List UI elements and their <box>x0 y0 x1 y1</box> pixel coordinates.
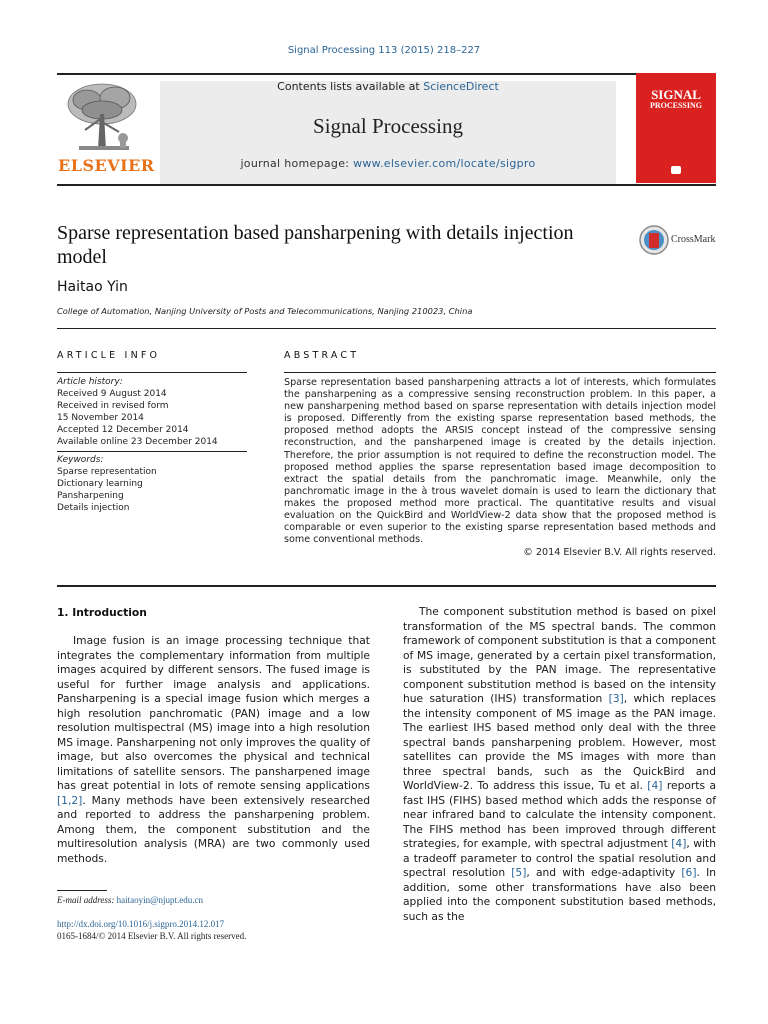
keyword-item[interactable]: Sparse representation <box>57 466 157 477</box>
text-segment: , which replaces the intensity component of MS image as the PAN image. The earliest IHS based method only deal with the three spectral bands pansharpening problem. However, most satellites can provide the MS images with more than three spectral bands, such as the QuickBird and WorldView-2. To address this issue, Tu et al. <box>403 692 716 792</box>
front-matter-rule <box>57 585 716 587</box>
article-history <box>57 377 247 448</box>
text-segment: . Many methods have been extensively researched and reported to address the pansharpening problem. Among them, the component substitution and the multiresolution analysis (MRA) are two commonly used methods. <box>57 793 370 865</box>
contents-line <box>160 80 616 93</box>
history-label: Article history: <box>57 377 123 387</box>
doi-link[interactable]: http://dx.doi.org/10.1016/j.sigpro.2014.12.017 <box>57 919 225 929</box>
citation-link[interactable]: [4] <box>647 779 663 792</box>
footnote-rule <box>57 890 107 891</box>
article-info-heading: ARTICLE INFO <box>57 350 161 361</box>
intro-paragraph-2 <box>403 605 716 924</box>
contents-prefix: Contents lists available at <box>277 80 424 93</box>
cover-title-line-2: PROCESSING <box>649 101 702 110</box>
text-segment: , with a tradeoff parameter to control the spatial resolution and spectral resolution <box>403 837 716 879</box>
title-block-rule <box>57 328 716 329</box>
cover-title <box>636 88 716 110</box>
publisher-wordmark: ELSEVIER <box>58 156 155 175</box>
abstract-heading: ABSTRACT <box>284 350 360 361</box>
abstract-rule <box>284 372 716 373</box>
abstract-copyright: © 2014 Elsevier B.V. All rights reserved. <box>523 547 716 558</box>
cover-title-line-1: SIGNAL <box>651 87 701 102</box>
header-top-rule <box>57 73 716 75</box>
body-column-right <box>403 605 716 924</box>
keywords-rule <box>57 451 247 452</box>
text-segment: . In addition, some other transformations have also been applied into the component substitution based methods, such as the <box>403 866 716 923</box>
homepage-line <box>160 157 616 170</box>
keywords-label: Keywords: <box>57 455 104 465</box>
author-affiliation: College of Automation, Nanjing University of Posts and Telecommunications, Nanjing 210023, China <box>57 306 473 316</box>
homepage-link[interactable]: www.elsevier.com/locate/sigpro <box>353 157 536 170</box>
article-info-rule <box>57 372 247 373</box>
text-segment: reports a fast IHS (FIHS) based method which adds the response of near infrared band to calculate the intensity component. The FIHS method has been improved through different strategies, for example, with spectral adjustment <box>403 779 717 850</box>
journal-citation[interactable]: Signal Processing 113 (2015) 218–227 <box>287 45 481 56</box>
crossmark-badge[interactable] <box>638 224 718 256</box>
corresponding-email <box>57 895 203 905</box>
citation-link[interactable]: [3] <box>608 692 624 705</box>
intro-paragraph-1 <box>57 634 370 866</box>
citation-link[interactable]: [4] <box>671 837 687 850</box>
paper-title: Sparse representation based pansharpening with details injection model <box>57 222 574 268</box>
email-label: E-mail address: <box>57 895 117 905</box>
history-item: Accepted 12 December 2014 <box>57 424 189 435</box>
author-name[interactable]: Haitao Yin <box>57 279 128 295</box>
history-item: 15 November 2014 <box>57 412 144 423</box>
history-item: Received in revised form <box>57 400 169 411</box>
crossmark-icon <box>638 224 670 256</box>
issn-line: 0165-1684/© 2014 Elsevier B.V. All rights reserved. <box>57 931 247 941</box>
keyword-item[interactable]: Pansharpening <box>57 490 124 501</box>
homepage-prefix: journal homepage: <box>240 157 354 170</box>
header-bottom-rule <box>57 184 716 186</box>
text-segment: Image fusion is an image processing technique that integrates the complementary information from multiple images acquired by different sensors. The fused image is useful for further image analysis and applications. Pansharpening is a special image fusion which merges a high resolution panchromatic (PAN) image and a low resolution multispectral (MS) image into a high resolution MS image. Pansharpening not only improves the quality of image, but also overcomes the physical and technical limitations of satellite sensors. The pansharpened image has great potential in lots of remote sensing applications <box>57 634 370 792</box>
keyword-item[interactable]: Dictionary learning <box>57 478 143 489</box>
history-item: Received 9 August 2014 <box>57 388 167 399</box>
keyword-item[interactable]: Details injection <box>57 502 130 513</box>
citation-link[interactable]: [5] <box>511 866 527 879</box>
text-segment: The component substitution method is based on pixel transformation of the MS spectral bands. The common framework of component substitution is that a component of MS image, generated by a certain pixel transformation, is substituted by the PAN image. The representative component substitution method is based on the intensity hue saturation (IHS) transformation <box>403 605 716 705</box>
crossmark-label: CrossMark <box>671 234 716 245</box>
history-item: Available online 23 December 2014 <box>57 436 218 447</box>
citation-link[interactable]: [1,2] <box>57 793 83 807</box>
keywords-list <box>57 455 247 515</box>
section-heading-introduction: 1. Introduction <box>57 606 147 619</box>
journal-title: Signal Processing <box>313 114 463 138</box>
abstract-text: Sparse representation based pansharpening attracts a lot of interests, which formulates the pansharpening as a compressive sensing reconstruction problem. In this paper, a new pansharpening method based on sparse representation with details injection model is proposed. Differently from the existing sparse representation based methods, the proposed method adopts the ARSIS concept instead of the compressive sensing reconstruction, and the pansharpened image is created by the details injection. Therefore, the prior assumption is not required to define the reconstruction model. The proposed method applies the sparse representation based image decomposition to extract the spatial details from the panchromatic image. Meanwhile, only the panchromatic image in the à trous wavelet domain is used to learn the dictionary that makes the proposed method more practical. The quantitative results and visual evaluation on the QuickBird and WorldView-2 data show that the proposed method is comparable or even superior to the existing sparse representation based methods and some conventional methods. <box>284 377 716 546</box>
cover-ornament <box>671 166 681 174</box>
email-link[interactable]: haitaoyin@njupt.edu.cn <box>116 895 203 905</box>
citation-link[interactable]: [6] <box>681 866 697 879</box>
text-segment: , and with edge-adaptivity <box>526 866 682 879</box>
sciencedirect-link[interactable]: ScienceDirect <box>423 80 499 93</box>
body-column-left <box>57 634 370 866</box>
